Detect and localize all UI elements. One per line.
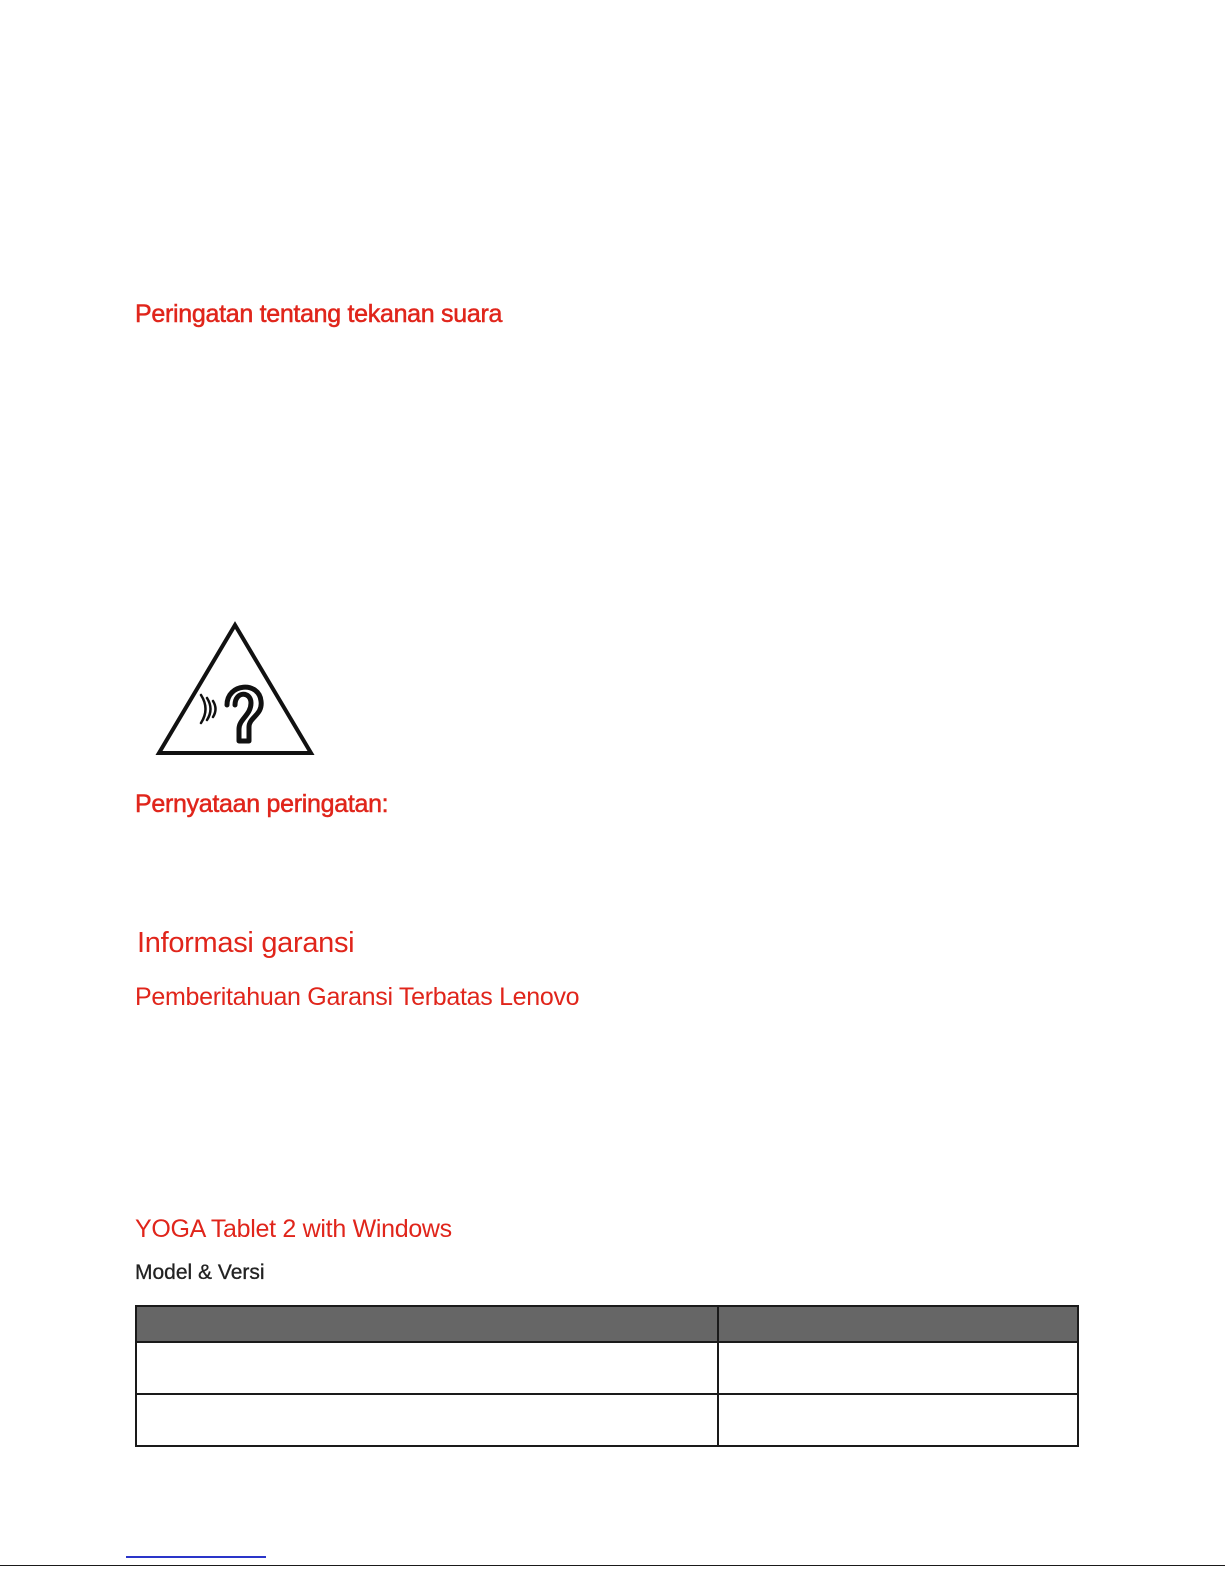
table-header-row bbox=[136, 1306, 1078, 1342]
warranty-info-heading: Informasi garansi bbox=[137, 927, 355, 959]
table-cell bbox=[136, 1394, 718, 1446]
model-version-table bbox=[135, 1305, 1079, 1447]
footer-divider bbox=[0, 1565, 1225, 1566]
table-cell bbox=[136, 1342, 718, 1394]
sound-pressure-warning-heading: Peringatan tentang tekanan suara bbox=[135, 300, 503, 328]
table-header-cell bbox=[718, 1306, 1078, 1342]
ear-warning-icon bbox=[155, 621, 315, 757]
table-cell bbox=[718, 1394, 1078, 1446]
limited-warranty-heading: Pemberitahuan Garansi Terbatas Lenovo bbox=[135, 983, 580, 1011]
table-header-cell bbox=[136, 1306, 718, 1342]
model-version-label: Model & Versi bbox=[135, 1261, 265, 1284]
footer-link-underline[interactable] bbox=[126, 1556, 266, 1558]
table-cell bbox=[718, 1342, 1078, 1394]
product-heading: YOGA Tablet 2 with Windows bbox=[135, 1215, 452, 1243]
table-row bbox=[136, 1394, 1078, 1446]
warning-statement-heading: Pernyataan peringatan: bbox=[135, 790, 389, 818]
table-row bbox=[136, 1342, 1078, 1394]
